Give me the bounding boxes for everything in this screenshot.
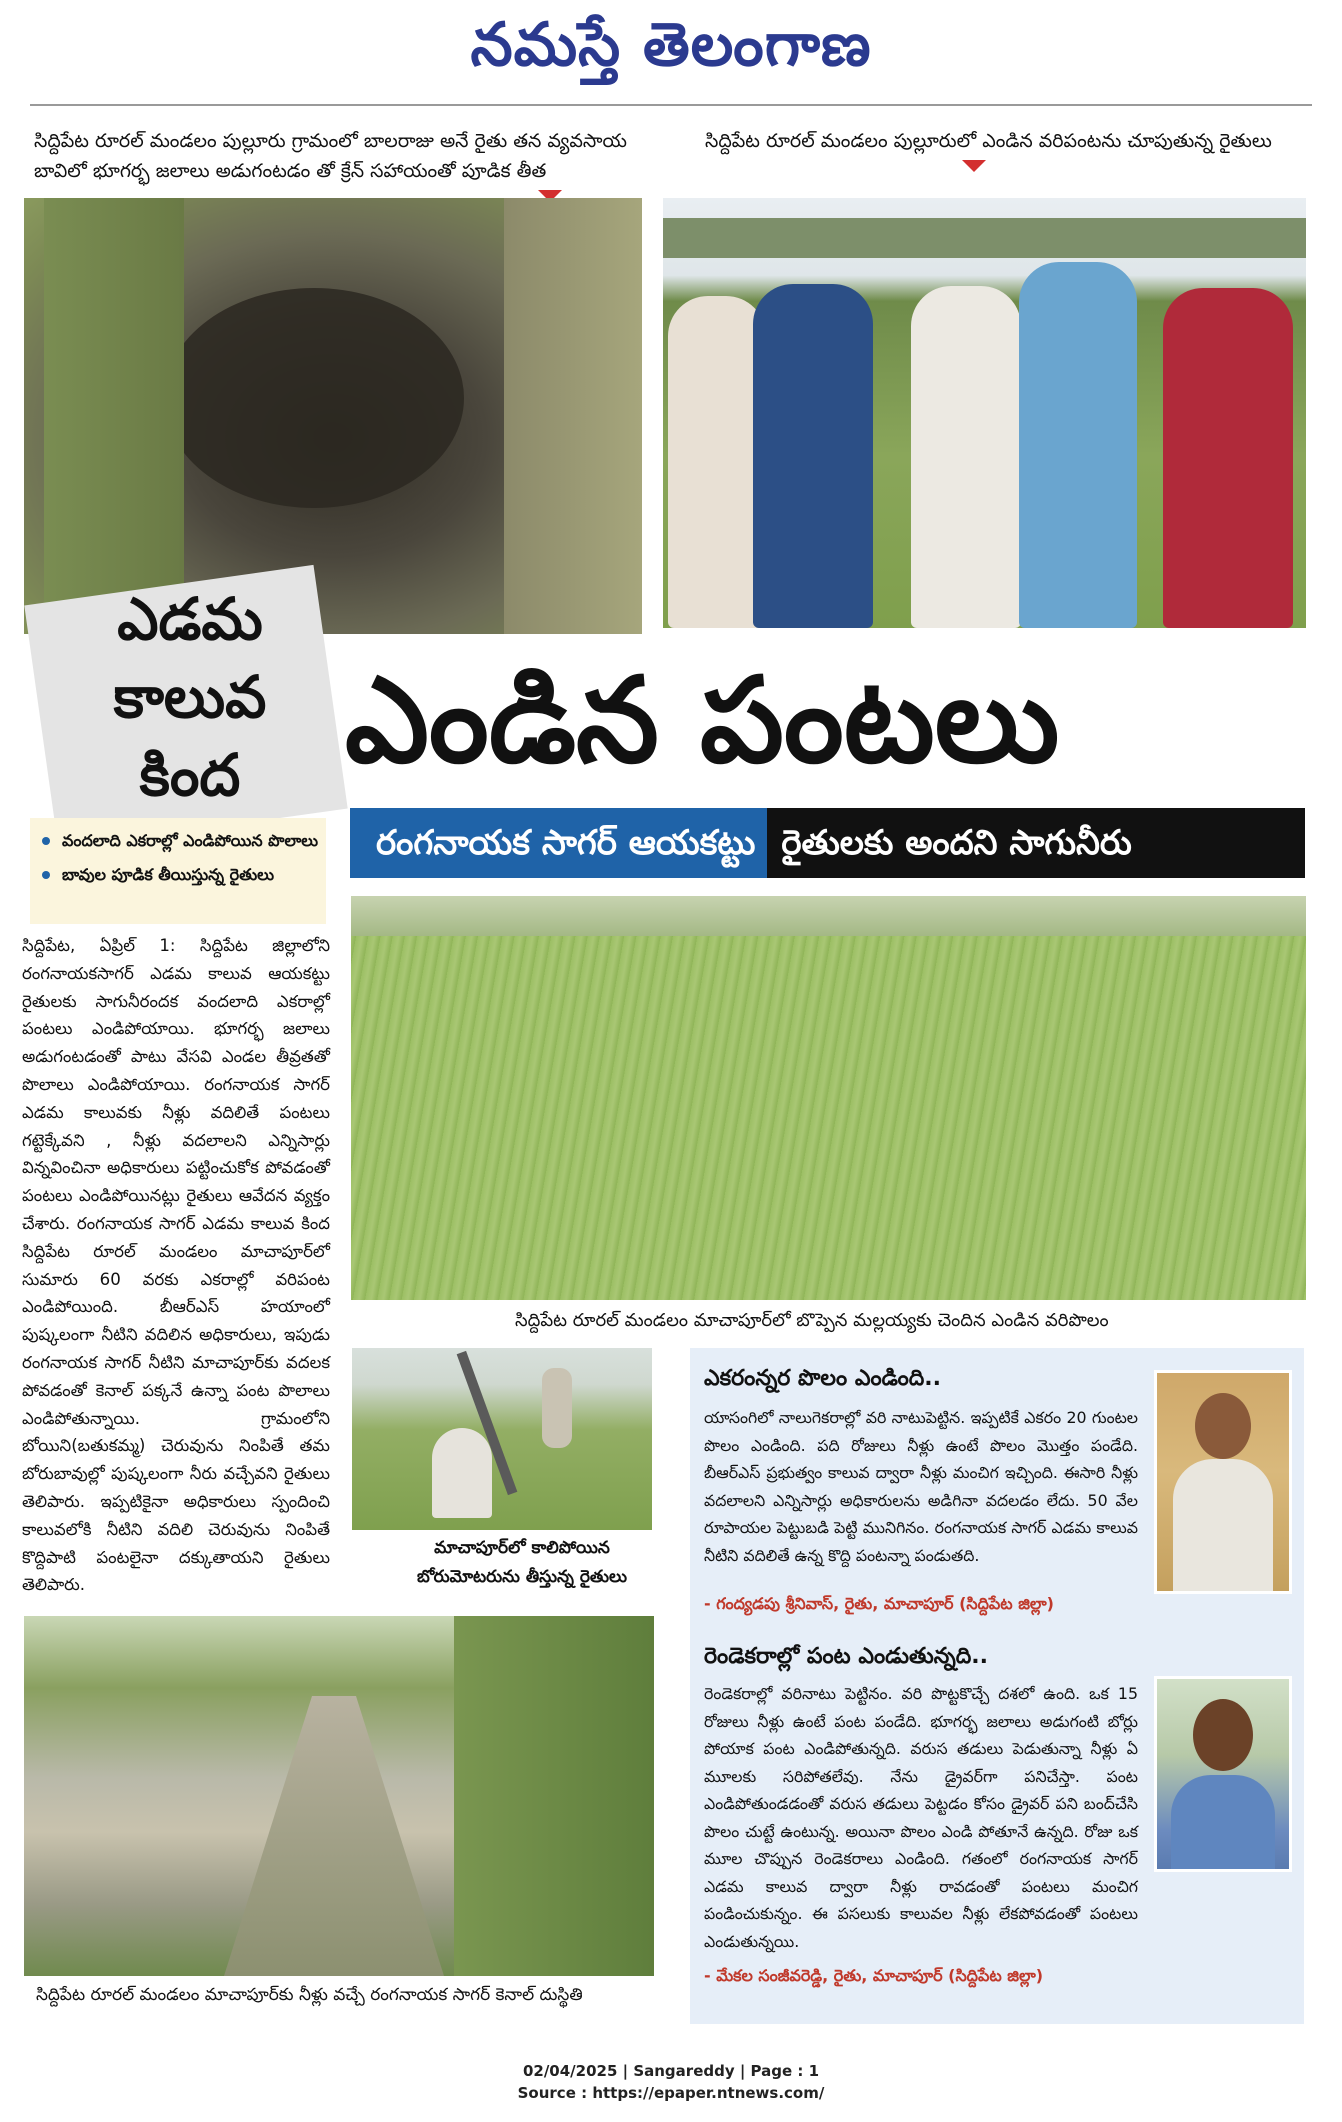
headline: ఎండిన పంటలు <box>345 651 1060 789</box>
quote-text: యాసంగిలో నాలుగెకరాల్లో వరి నాటుపెట్టిన. ఇప్పటికే ఎకరం 20 గుంటల పొలం ఎండింది. పది రోజులు నీళ్లు ఉంటే పొలం మొత్తం పండేది. బీఆర్‌ఎస్ ప్రభుత్వం కాలువ ద్వారా నీళ్లు మంచిగ ఇచ్చింది. ఈసారి నీళ్లు వదలాలని ఎన్నిసార్లు అధికారులను అడిగినా వదలడం లేదు. 50 వేల రూపాయల పెట్టుబడి పెట్టి మునిగినం. రంగనాయక సాగర్ ఎడమ కాలువ నీటిని వదిలితే ఉన్న కొద్ది పంటన్నా పండుతది. <box>704 1408 1138 1565</box>
farmer-3 <box>911 286 1021 628</box>
farmer-standing <box>542 1368 572 1448</box>
canal-bed <box>224 1696 444 1976</box>
highlight-text: వందలాది ఎకరాల్లో ఎండిపోయిన పొలాలు <box>62 831 319 850</box>
well-right-vegetation <box>504 198 642 634</box>
farmer-1 <box>668 296 766 628</box>
field-horizon <box>351 896 1306 936</box>
highlight-item <box>30 828 326 854</box>
caption-canal: సిద్దిపేట రూరల్ మండలం మాచాపూర్‌కు నీళ్లు వచ్చే రంగనాయక సాగర్ కెనాల్ దుస్థితి <box>36 1985 583 2005</box>
caption-pointer <box>962 160 986 172</box>
subhead-part1: రంగనాయక సాగర్ ఆయకట్టు <box>350 808 767 878</box>
photo-dried-well <box>24 198 642 634</box>
footer-source: Source : https://epaper.ntnews.com/ <box>517 2084 825 2102</box>
photo-farmer-srinivas <box>1154 1370 1292 1594</box>
farmer-4 <box>1019 262 1137 628</box>
footer-date-edition: 02/04/2025 | Sangareddy | Page : 1 <box>522 2062 820 2080</box>
face <box>1193 1699 1253 1771</box>
quote-signature: - గంద్యడపు శ్రీనివాస్, రైతు, మాచాపూర్ (సిద్దిపేట జిల్లా) <box>704 1594 1054 1613</box>
farmer-quotes-box <box>690 1348 1304 2024</box>
caption-farmers: సిద్దిపేట రూరల్ మండలం పుల్లూరులో ఎండిన వరిపంటను చూపుతున్న రైతులు <box>705 130 1272 152</box>
kicker-line: ఎడమ <box>117 585 263 653</box>
subhead-banner <box>350 808 1305 878</box>
caption-well: సిద్దిపేట రూరల్ మండలం పుల్లూరు గ్రామంలో బాలరాజు అనే రైతు తన వ్యవసాయ బావిలో భూగర్భ జలాలు అడుగంటడం తో క్రేన్ సహాయంతో పూడిక తీత <box>34 130 627 182</box>
kicker-line: కింద <box>139 741 241 809</box>
caption-field: సిద్దిపేట రూరల్ మండలం మాచాపూర్‌లో బొప్పెన మల్లయ్యకు చెందిన ఎండిన వరిపొలం <box>515 1310 1109 1331</box>
bullet-dot <box>42 871 50 879</box>
well-left-vegetation <box>44 198 184 634</box>
farmer-2 <box>753 284 873 628</box>
subhead-part2: రైతులకు అందని సాగునీరు <box>767 808 1305 878</box>
photo-borewell-motor <box>352 1348 652 1530</box>
bullet-dot <box>42 837 50 845</box>
article-body: సిద్దిపేట, ఏప్రిల్ 1: సిద్దిపేట జిల్లాలోని రంగనాయకసాగర్ ఎడమ కాలువ ఆయకట్టు రైతులకు సాగునీరందక వందలాది ఎకరాల్లో పంటలు ఎండిపోయాయి. భూగర్భ జలాలు అడుగంటడంతో పాటు వేసవి ఎండల తీవ్రతతో పొలాలు ఎండిపోయాయి. రంగనాయక సాగర్ ఎడమ కాలువకు నీళ్లు వదిలితే పంటలు గట్టెక్కేవని , నీళ్లు వదలాలని ఎన్నిసార్లు విన్నవించినా అధికారులు పట్టించుకోక పోవడంతో పంటలు ఎండిపోయినట్లు రైతులు ఆవేదన వ్యక్తం చేశారు. రంగనాయక సాగర్ ఎడమ కాలువ కింద సిద్దిపేట రూరల్ మండలం మాచాపూర్‌లో సుమారు 60 వరకు ఎకరాల్లో వరిపంట ఎండిపోయింది. బీఆర్‌ఎస్ హయాంలో పుష్కలంగా నీటిని వదిలిన అధికారులు, ఇపుడు రంగనాయక సాగర్ నీటిని మాచాపూర్‌కు వదలక పోవడంతో కెనాల్ పక్కనే ఉన్నా పంట పొలాలు ఎండిపోతున్నాయి. గ్రామంలోని బోయిని(బతుకమ్మ) చెరువును నింపితే తమ బోరుబావుల్లో పుష్కలంగా నీరు వచ్చేవని రైతులు తెలిపారు. ఇప్పటికైనా అధికారులు స్పందించి కాలువలోకి నీటిని వదిలి చెరువును నింపితే కొద్దిపాటి పంటలైనా దక్కుతాయని రైతులు తెలిపారు. <box>22 936 330 1595</box>
photo-dry-canal <box>24 1616 654 1976</box>
shirt <box>1173 1459 1273 1591</box>
masthead: నమస్తే తెలంగాణ <box>470 10 872 80</box>
quote-signature: - మేకల సంజీవరెడ్డి, రైతు, మాచాపూర్ (సిద్దిపేట జిల్లా) <box>704 1966 1044 1985</box>
quote-title: ఎకరంన్నర పొలం ఎండింది.. <box>704 1366 941 1391</box>
tree-line <box>663 218 1306 258</box>
well-shadow <box>164 288 464 508</box>
highlight-item <box>30 862 326 888</box>
canal-trees <box>454 1616 654 1976</box>
highlights-box <box>30 818 326 924</box>
masthead-rule <box>30 104 1312 106</box>
quote-text: రెండెకరాల్లో వరినాటు పెట్టినం. వరి పొట్టకొచ్చే దశలో ఉంది. ఒక 15 రోజులు నీళ్లు ఉంటే పంట పండేది. భూగర్భ జలాలు అడుగంటి బోర్లు పోయాక పంట ఎండిపోతున్నది. వరుస తడులు పెడుతున్నా నీళ్లు ఏ మూలకు సరిపోతలేవు. నేను డ్రైవర్‌గా పనిచేస్తా. పంట ఎండిపోతుండడంతో వరుస తడులు పెట్టడం కోసం డ్రైవర్ పని బంద్‌చేసి పొలం చుట్టే ఉంటున్న. అయినా పొలం ఎండి పోతూనే ఉన్నది. రోజు ఒక మూల చొప్పున రెండెకరాలు ఎండింది. గతంలో రంగనాయక సాగర్ ఎడమ కాలువ ద్వారా నీళ్లు రావడంతో పంటలు మంచిగ పండించుకున్నం. ఈ పసలుకు కాలువల నీళ్లు లేకపోవడంతో పంటలు ఎండుతున్నయి. <box>704 1684 1138 1951</box>
farmer-at-bore <box>432 1428 492 1518</box>
kicker <box>60 580 320 814</box>
photo-farmers-dried-crop <box>663 198 1306 628</box>
shirt <box>1171 1775 1275 1869</box>
kicker-line: కాలువ <box>113 663 267 731</box>
quote-title: రెండెకరాల్లో పంట ఎండుతున్నది.. <box>704 1644 988 1669</box>
photo-dried-paddy-field <box>351 896 1306 1300</box>
caption-borewell: మాచాపూర్‌లో కాలిపోయిన బోరుమోటరును తీస్తున్న రైతులు <box>417 1538 627 1587</box>
photo-farmer-sanjeeva-reddy <box>1154 1676 1292 1872</box>
farmer-5 <box>1163 288 1293 628</box>
face <box>1195 1393 1251 1459</box>
highlight-text: బావుల పూడిక తీయిస్తున్న రైతులు <box>62 865 275 884</box>
